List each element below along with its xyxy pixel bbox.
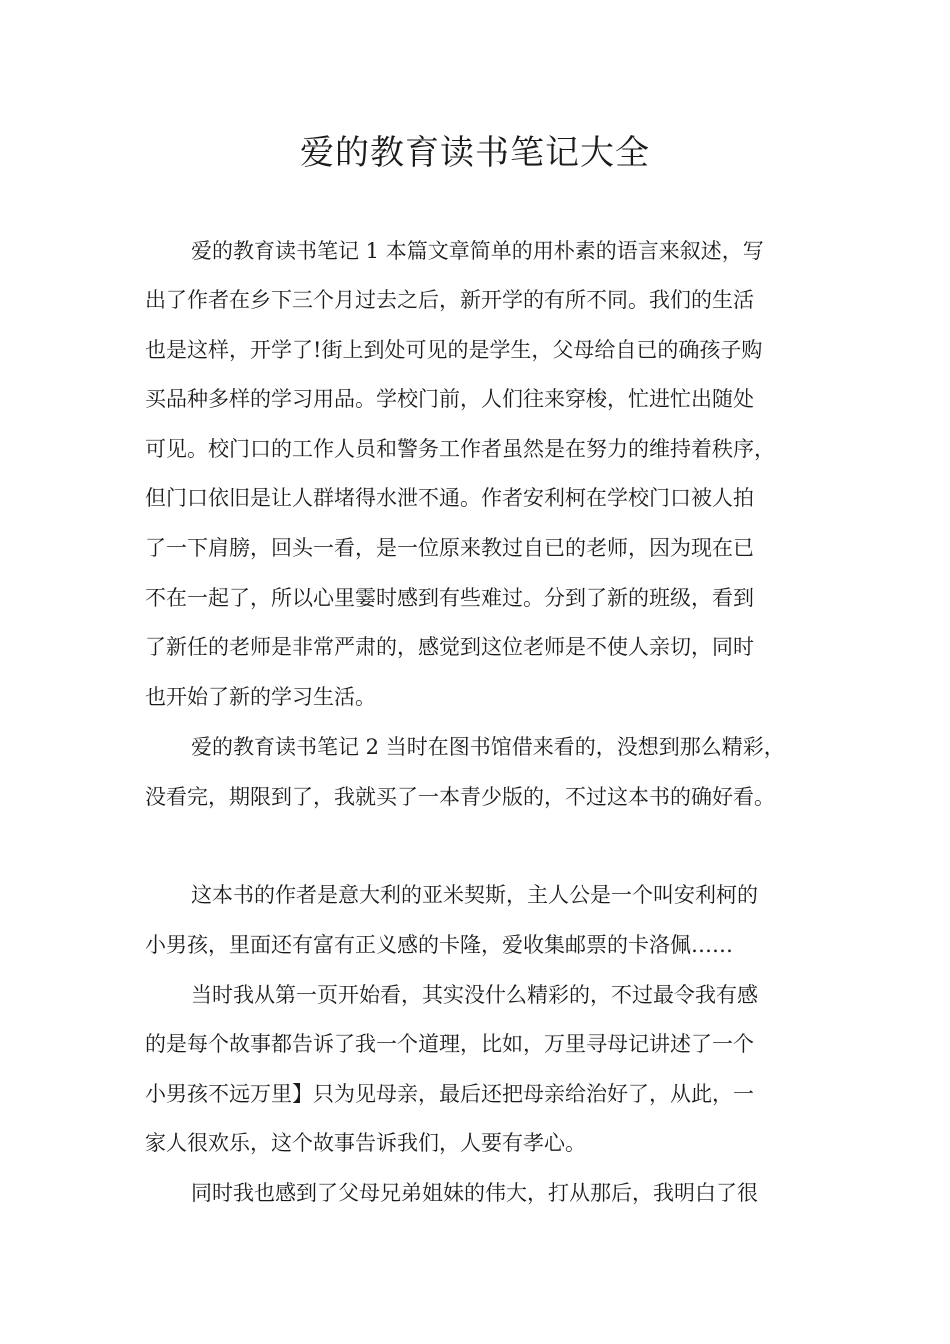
paragraph-line: 小男孩，里面还有富有正义感的卡隆，爱收集邮票的卡洛佩…… xyxy=(145,933,733,957)
paragraph-line: 同时我也感到了父母兄弟姐妹的伟大，打从那后，我明白了很 xyxy=(191,1181,758,1205)
paragraph-line: 爱的教育读书笔记 2 当时在图书馆借来看的，没想到那么精彩， xyxy=(191,735,785,759)
paragraph-line: 也是这样，开学了!街上到处可见的是学生，父母给自已的确孩子购 xyxy=(145,338,763,362)
paragraph-line: 没看完，期限到了，我就买了一本青少版的，不过这本书的确好看。 xyxy=(145,785,775,809)
paragraph-line: 也开始了新的学习生活。 xyxy=(145,685,376,709)
paragraph-line: 了新任的老师是非常严肃的，感觉到这位老师是不使人亲切，同时 xyxy=(145,635,754,659)
paragraph-line: 这本书的作者是意大利的亚米契斯，主人公是一个叫安利柯的 xyxy=(191,883,758,907)
paragraph-line: 出了作者在乡下三个月过去之后，新开学的有所不同。我们的生活 xyxy=(145,288,754,312)
paragraph-line: 的是每个故事都告诉了我一个道理，比如，万里寻母记讲述了一个 xyxy=(145,1032,754,1056)
paragraph-line: 买品种多样的学习用品。学校门前，人们往来穿梭，忙进忙出随处 xyxy=(145,387,754,411)
paragraph-line: 当时我从第一页开始看，其实没什么精彩的，不过最令我有感 xyxy=(191,983,758,1007)
paragraph-line: 可见。校门口的工作人员和警务工作者虽然是在努力的维持着秩序， xyxy=(145,437,775,461)
paragraph-line: 家人很欢乐，这个故事告诉我们，人要有孝心。 xyxy=(145,1131,586,1155)
paragraph-line: 不在一起了，所以心里霎时感到有些难过。分到了新的班级，看到 xyxy=(145,586,754,610)
document-title: 爱的教育读书笔记大全 xyxy=(300,133,650,173)
paragraph-line: 爱的教育读书笔记 1 本篇文章简单的用朴素的语言来叙述，写 xyxy=(191,239,764,263)
paragraph-line: 了一下肩膀，回头一看，是一位原来教过自已的老师，因为现在已 xyxy=(145,536,754,560)
paragraph-line: 但门口依旧是让人群堵得水泄不通。作者安利柯在学校门口被人拍 xyxy=(145,486,754,510)
paragraph-line: 小男孩不远万里】只为见母亲，最后还把母亲给治好了，从此，一 xyxy=(145,1082,754,1106)
